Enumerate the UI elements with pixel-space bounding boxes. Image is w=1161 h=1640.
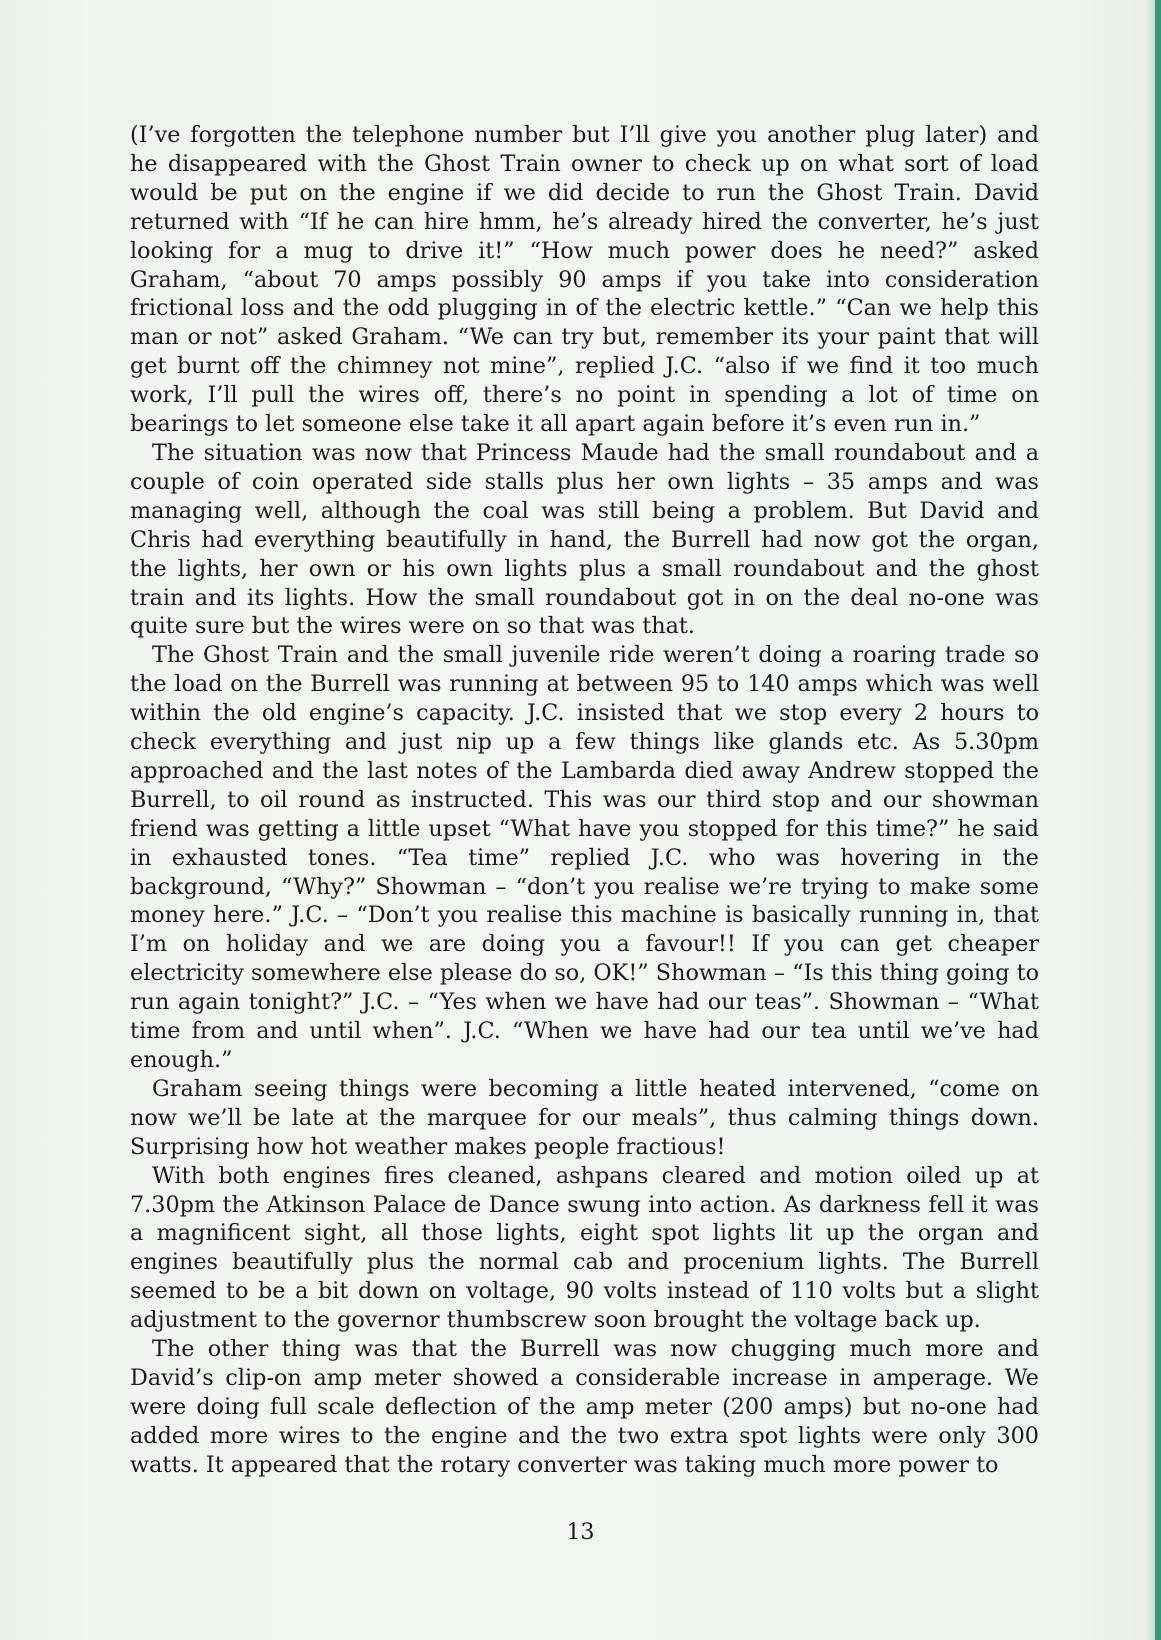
- body-text: [130, 121, 1039, 1480]
- cover-edge-strip: [1155, 0, 1161, 1640]
- paragraph: Graham seeing things were becoming a little heated intervened, “come on now we’ll be late at the marquee for our meals”, thus calming things down. Surprising how hot weather makes people fractious!: [130, 1075, 1039, 1160]
- page-number: 13: [566, 1520, 595, 1545]
- paragraph: (I’ve forgotten the telephone number but I’ll give you another plug later) and he disappeared with the Ghost Train owner to check up on what sort of load would be put on the engine if we did decide to run the Ghost Train. David returned with “If he can hire hmm, he’s already hired the converter, he’s just looking for a mug to drive it!” “How much power does he need?” asked Graham, “about 70 amps possibly 90 amps if you take into consideration frictional loss and the odd plugging in of the electric kettle.” “Can we help this man or not” asked Graham. “We can try but, remember its your paint that will get burnt off the chimney not mine”, replied J.C. “also if we find it too much work, I’ll pull the wires off, there’s no point in spending a lot of time on bearings to let someone else take it all apart again before it’s even run in.”: [130, 122, 1039, 438]
- paragraph: The other thing was that the Burrell was now chugging much more and David’s clip-on amp meter showed a considerable increase in amperage. We were doing full scale deflection of the amp meter (200 amps) but no-one had added more wires to the engine and the two extra spot lights were only 300 watts. It appeared that the rotary converter was taking much more power to: [130, 1336, 1039, 1478]
- page-edge-shadow: [1145, 0, 1155, 1640]
- paragraph: With both engines fires cleaned, ashpans cleared and motion oiled up at 7.30pm the Atkinson Palace de Dance swung into action. As darkness fell it was a magnificent sight, all those lights, eight spot lights lit up the organ and engines beautifully plus the normal cab and procenium lights. The Burrell seemed to be a bit down on voltage, 90 volts instead of 110 volts but a slight adjustment to the governor thumbscrew soon brought the voltage back up.: [130, 1162, 1039, 1334]
- paragraph: The situation was now that Princess Maude had the small roundabout and a couple of coin operated side stalls plus her own lights – 35 amps and was managing well, although the coal was still being a problem. But David and Chris had everything beautifully in hand, the Burrell had now got the organ, the lights, her own or his own lights plus a small roundabout and the ghost train and its lights. How the small roundabout got in on the deal no-one was quite sure but the wires were on so that was that.: [130, 439, 1039, 640]
- paragraph: The Ghost Train and the small juvenile ride weren’t doing a roaring trade so the load on the Burrell was running at between 95 to 140 amps which was well within the old engine’s capacity. J.C. insisted that we stop every 2 hours to check everything and just nip up a few things like glands etc. As 5.30pm approached and the last notes of the Lambarda died away Andrew stopped the Burrell, to oil round as instructed. This was our third stop and our showman friend was getting a little upset “What have you stopped for this time?” he said in exhausted tones. “Tea time” replied J.C. who was hovering in the background, “Why?” Showman – “don’t you realise we’re trying to make some money here.” J.C. – “Don’t you realise this machine is basically running in, that I’m on holiday and we are doing you a favour!! If you can get cheaper electricity somewhere else please do so, OK!” Showman – “Is this thing going to run again tonight?” J.C. – “Yes when we have had our teas”. Showman – “What time from and until when”. J.C. “When we have had our tea until we’ve had enough.”: [130, 642, 1039, 1073]
